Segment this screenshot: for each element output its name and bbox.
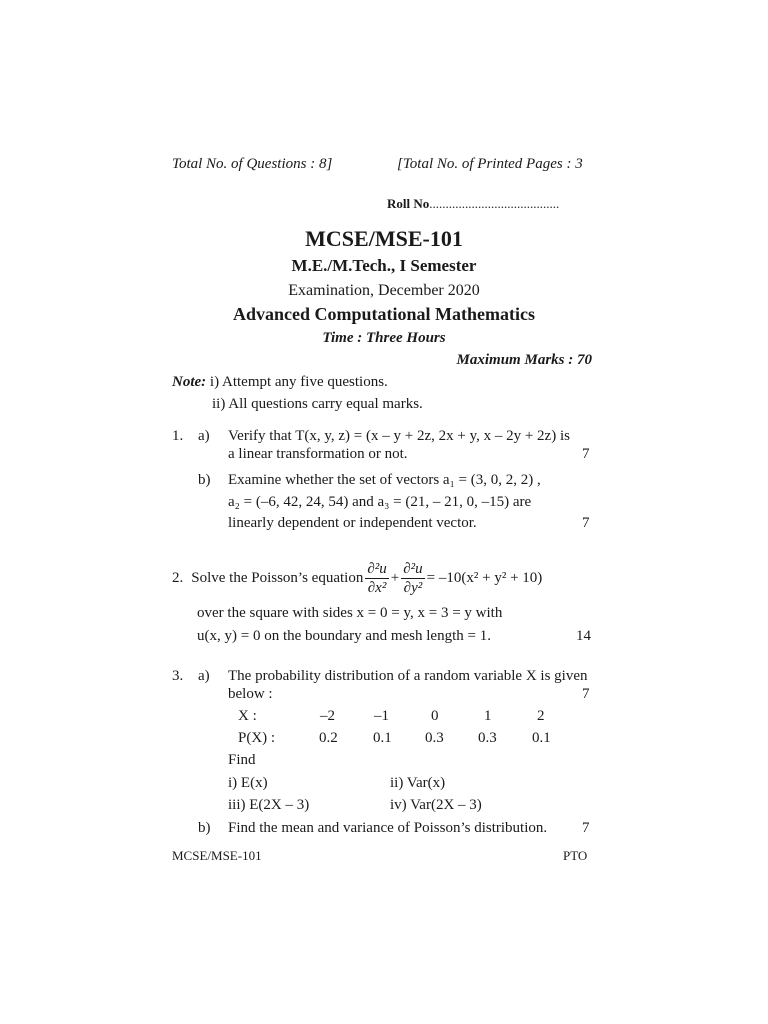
subject-title: Advanced Computational Mathematics (233, 304, 535, 324)
p-value: 0.3 (425, 730, 444, 746)
q3b-marks: 7 (582, 820, 590, 836)
p-value: 0.2 (319, 730, 338, 746)
q2-rhs: = –10(x² + y² + 10) (426, 569, 543, 586)
q1b-text-2: a₂ = (–6, 42, 24, 54) and a₃ = (21, – 21, 0, –15) are (228, 494, 532, 510)
q3a-label: a) (198, 668, 210, 684)
q2-frac2-num: ∂²u (403, 560, 423, 577)
footer-pto: PTO (563, 848, 588, 863)
q3b-label: b) (198, 820, 211, 836)
q3a-text-2: below : (228, 686, 273, 702)
find-ii: ii) Var(x) (390, 775, 446, 791)
q1b-marks: 7 (582, 515, 590, 531)
q2-text-1: Solve the Poisson’s equation (191, 569, 364, 586)
q1b-text-1: Examine whether the set of vectors a₁ = (3, 0, 2, 2) , (228, 472, 541, 488)
q1a-marks: 7 (582, 446, 590, 462)
exam-session: Examination, December 2020 (288, 282, 480, 299)
q2-frac2-den: ∂y² (403, 579, 423, 596)
x-value: 1 (484, 708, 492, 724)
max-marks: Maximum Marks : 70 (456, 352, 592, 368)
p-row-label: P(X) : (238, 730, 276, 746)
find-i: i) E(x) (228, 775, 268, 791)
find-label: Find (228, 752, 256, 768)
roll-no (387, 196, 559, 212)
q1b-label: b) (198, 472, 211, 488)
time-allowed: Time : Three Hours (322, 330, 446, 346)
p-value: 0.1 (373, 730, 392, 746)
q3-number: 3. (172, 668, 184, 684)
q2-number: 2. (172, 569, 184, 586)
paper-code: MCSE/MSE-101 (305, 226, 463, 251)
q2-text-2: over the square with sides x = 0 = y, x = 3 = y with (197, 605, 503, 621)
x-value: 0 (431, 708, 439, 724)
q2-frac1-num: ∂²u (367, 560, 387, 577)
roll-label: Roll No (387, 196, 430, 211)
q1b-text-3: linearly dependent or independent vector. (228, 515, 477, 531)
q2-text-3: u(x, y) = 0 on the boundary and mesh length = 1. (197, 628, 491, 644)
find-iv: iv) Var(2X – 3) (390, 797, 482, 813)
q2-frac1-den: ∂x² (367, 579, 387, 596)
p-value: 0.3 (478, 730, 497, 746)
x-row-label: X : (238, 708, 257, 724)
total-questions: Total No. of Questions : 8] (172, 156, 333, 172)
q1a-text-2: a linear transformation or not. (228, 446, 408, 462)
q1a-text-1: Verify that T(x, y, z) = (x – y + 2z, 2x + y, x – 2y + 2z) is (228, 428, 570, 444)
note-label: Note: (172, 374, 207, 390)
q2-equation-line (172, 556, 542, 600)
x-value: –1 (374, 708, 389, 724)
q1a-label: a) (198, 428, 210, 444)
total-pages: [Total No. of Printed Pages : 3 (397, 156, 583, 172)
footer-code: MCSE/MSE-101 (172, 848, 262, 863)
q3a-text-1: The probability distribution of a random variable X is given (228, 668, 588, 684)
x-value: 2 (537, 708, 545, 724)
q2-marks: 14 (576, 628, 591, 644)
p-value: 0.1 (532, 730, 551, 746)
q2-fraction-1 (365, 560, 388, 597)
roll-dots: ........................................ (429, 196, 560, 211)
note-line-1 (172, 374, 388, 391)
q1-number: 1. (172, 428, 184, 444)
q2-fraction-2 (401, 560, 424, 597)
x-value: –2 (320, 708, 335, 724)
degree: M.E./M.Tech., I Semester (291, 256, 477, 275)
note-ii: ii) All questions carry equal marks. (212, 396, 423, 412)
q3a-marks: 7 (582, 686, 590, 702)
plus-sign: + (390, 569, 400, 586)
q3b-text: Find the mean and variance of Poisson’s distribution. (228, 820, 548, 836)
find-iii: iii) E(2X – 3) (228, 797, 310, 813)
note-i: i) Attempt any five questions. (209, 374, 388, 390)
